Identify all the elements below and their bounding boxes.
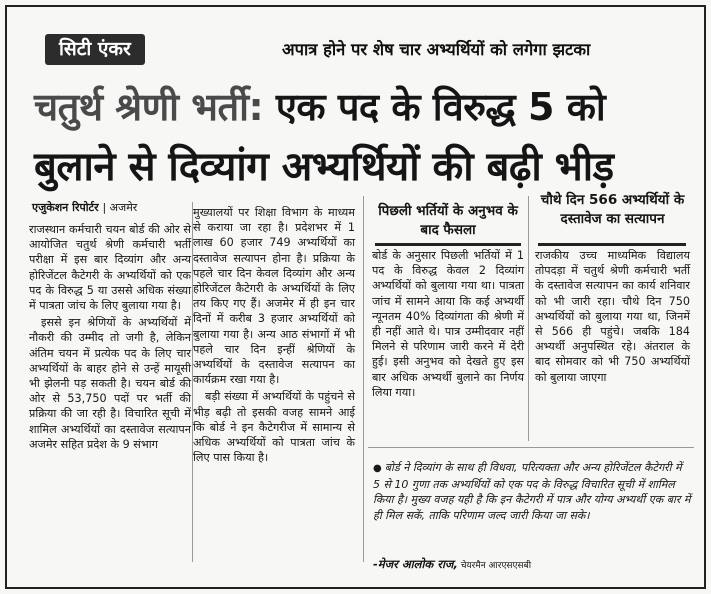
article-column-3	[372, 248, 524, 402]
quote-attribution	[373, 557, 531, 572]
pull-quote	[373, 460, 691, 523]
paragraph: मुख्यालयों पर शिक्षा विभाग के माध्यम से कराया जा रहा है। प्रदेशभर में 1 लाख 60 हजार 749 अभ्यर्थियों का दस्तावेज सत्यापन होना है। प्रक्रिया के पहले चार दिन केवल दिव्यांग और अन्य होरिजेंटल कैटेगरी के अभ्यर्थियों के लिए तय किए गए हैं। अजमेर में ही इन चार दिनों में करीब 3 हजार अभ्यर्थियों को बुलाया गया है। अन्य आठ संभागों में भी पहले चार दिन इन्हीं श्रेणियों के अभ्यर्थियों के दस्तावेज सत्यापन का कार्यक्रम रखा गया है।	[193, 206, 355, 387]
paragraph: राजस्थान कर्मचारी चयन बोर्ड की ओर से आयोजित चतुर्थ श्रेणी कर्मचारी भर्ती परीक्षा में इस बार दिव्यांग और अन्य होरिजेंटल कैटेगरी के अभ्यर्थियों को एक पद के विरुद्ध 5 या उससे अधिक संख्या में पात्रता जांच के लिए बुलाया गया है।	[29, 223, 191, 313]
article-column-4	[535, 248, 690, 387]
byline	[32, 200, 137, 215]
paragraph: राजकीय उच्च माध्यमिक विद्यालय तोपदड़ा में चतुर्थ श्रेणी कर्मचारी भर्ती के दस्तावेज सत्यापन का कार्य शनिवार को भी जारी रहा। चौथे दिन 750 अभ्यर्थियों को बुलाया गया था, जिनमें से 566 ही पहुंचे। जबकि 184 अभ्यर्थी अनुपस्थित रहे। अंतराल के बाद सोमवार को भी 750 अभ्यर्थियों को बुलाया जाएगा	[535, 249, 690, 384]
headline-line-1	[34, 80, 684, 132]
quote-author: -मेजर आलोक राज,	[373, 557, 458, 571]
paragraph: इससे इन श्रेणियों के अभ्यर्थियों में नौकरी की उम्मीद तो जगी है, लेकिन अंतिम चयन में प्रत्येक पद के लिए चार अभ्यर्थियों के बाहर होने से उन्हें मायूसी भी झेलनी पड़ सकती है। चयन बोर्ड की ओर से 53,750 पदों पर भर्ती की प्रक्रिया की जा रही है। विचारित सूची में शामिल अभ्यर्थियों का दस्तावेज सत्यापन अजमेर सहित प्रदेश के 9 संभाग	[29, 316, 191, 451]
bullet-icon: ●	[373, 463, 382, 474]
section-divider	[368, 447, 694, 448]
column-divider	[363, 196, 364, 562]
subheading-underline	[375, 243, 521, 246]
column-divider	[528, 196, 529, 441]
subheading-underline	[538, 243, 686, 246]
subheading-previous-recruitments: पिछली भर्तियों के अनुभव के बाद फैसला	[378, 203, 518, 238]
paragraph: बड़ी संख्या में अभ्यर्थियों के पहुंचने से भीड़ बढ़ी तो इसकी वजह सामने आई कि बोर्ड ने इन कैटेगरीज में सामान्य से अधिक अभ्यर्थियों को पात्रता जांच के लिए पास किया है।	[193, 390, 355, 465]
byline-reporter: एजुकेशन रिपोर्टर	[32, 201, 99, 214]
quote-text: बोर्ड ने दिव्यांग के साथ ही विधवा, परित्यक्ता और अन्य होरिजेंटल कैटेगरी में 5 से 10 गुणा तक अभ्यर्थियों को एक पद के विरुद्ध विचारित सूची में शामिल किया है। मुख्य वजह यही है कि इन कैटेगरी में पात्र और योग्य अभ्यर्थी एक बार में ही मिल सकें, ताकि परिणाम जल्द जारी किया जा सके।	[373, 461, 691, 522]
headline-text-1: एक पद के विरुद्ध 5 को	[263, 85, 606, 129]
byline-location: | अजमेर	[102, 201, 138, 214]
subheading-fourth-day: चौथे दिन 566 अभ्यर्थियों के दस्तावेज का सत्यापन	[540, 192, 685, 227]
article-column-1	[29, 222, 191, 454]
quote-author-role: चेयरमैन आरएसएसबी	[457, 561, 532, 571]
kicker-text: अपात्र होने पर शेष चार अभ्यर्थियों को लगेगा झटका	[282, 40, 591, 59]
section-tag: सिटी एंकर	[45, 34, 145, 65]
article-column-2	[193, 205, 355, 467]
paragraph: बोर्ड के अनुसार पिछली भर्तियों में 1 पद के विरुद्ध केवल 2 दिव्यांग अभ्यर्थियों को बुलाया गया था। पात्रता जांच में सामने आया कि कई अभ्यर्थी न्यूनतम 40% दिव्यांगता की श्रेणी में ही नहीं आते थे। पात्र उम्मीदवार नहीं मिलने से परिणाम जारी करने में देरी हुई। इसी अनुभव को देखते हुए इस बार अधिक अभ्यर्थी बुलाने का निर्णय लिया गया।	[372, 249, 524, 399]
headline-topic: चतुर्थ श्रेणी भर्ती:	[34, 85, 264, 129]
headline-line-2: बुलाने से दिव्यांग अभ्यर्थियों की बढ़ी भीड़	[34, 144, 614, 190]
